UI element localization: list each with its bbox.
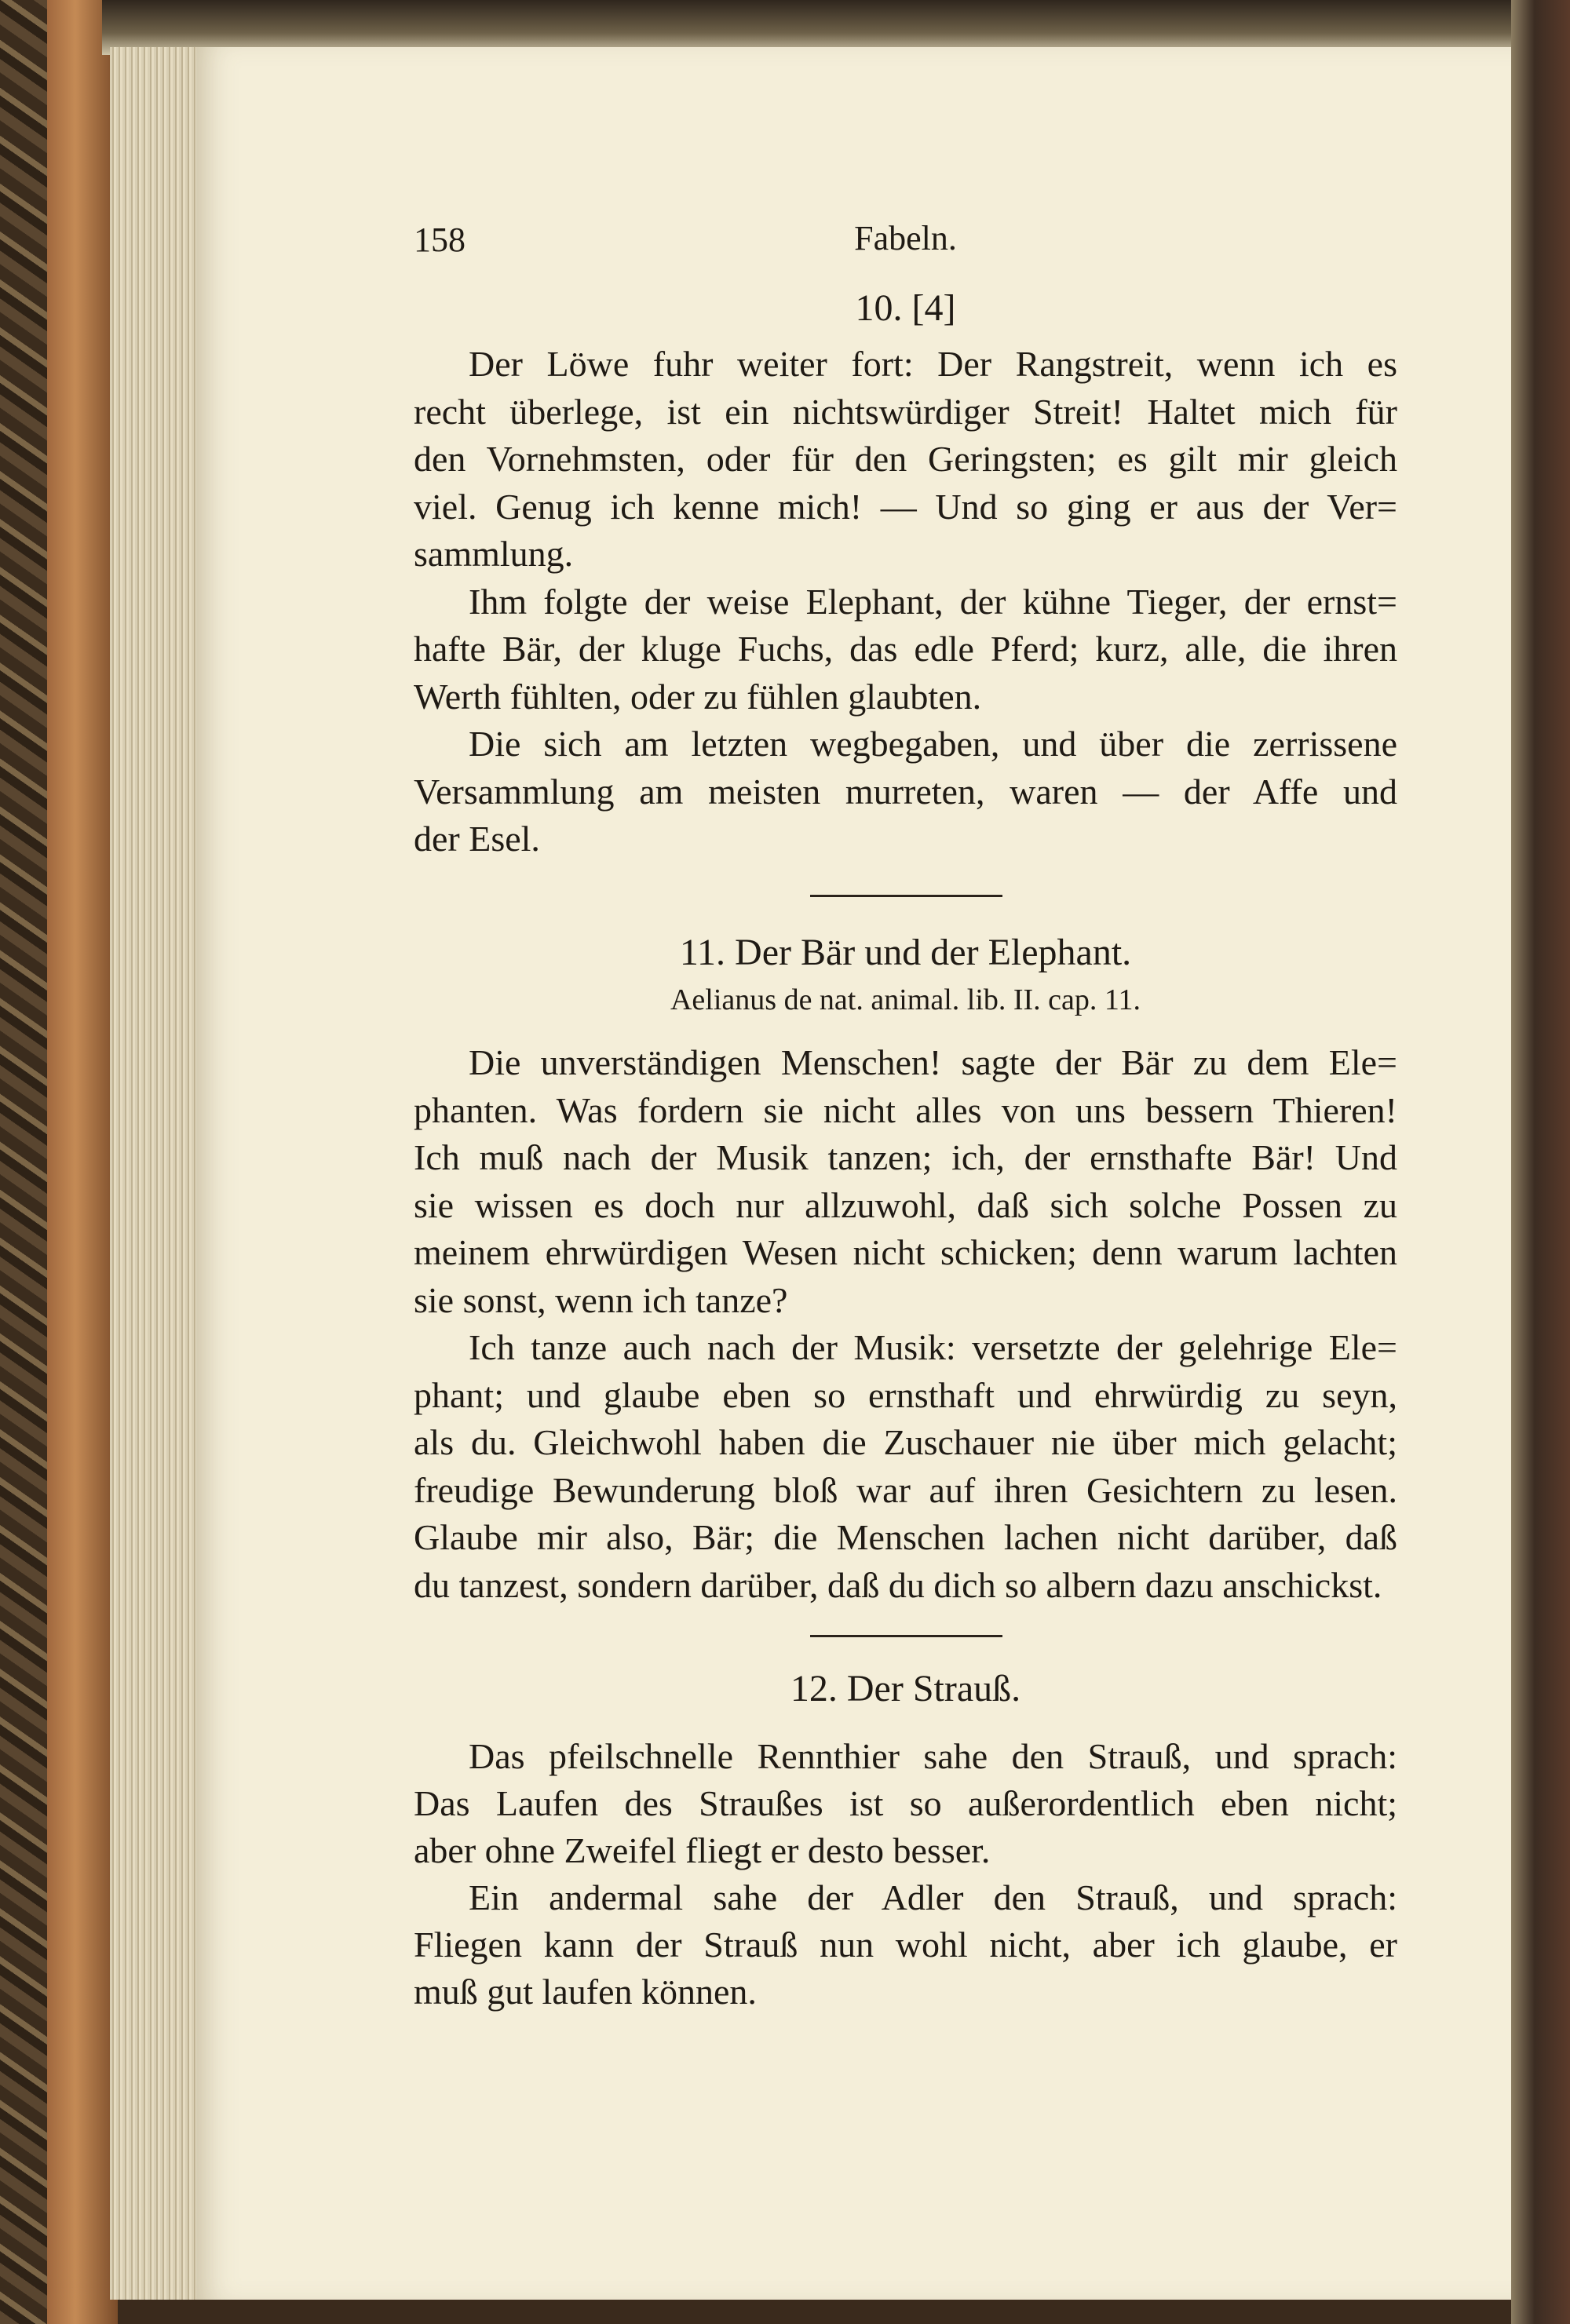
page-number: 158 — [414, 221, 466, 259]
text-line: sie sonst, wenn ich tanze? — [414, 1279, 788, 1320]
text-line: recht überlege, ist ein nichtswürdiger Streit! Haltet mich für — [414, 391, 1397, 432]
text-line: Ich tanze auch nach der Musik: versetzte der gelehrige Ele= — [469, 1327, 1397, 1367]
text-line: Werth fühlten, oder zu fühlen glaubten. — [414, 676, 982, 717]
text-line: Die sich am letzten wegbegaben, und über die zerrissene — [469, 724, 1397, 764]
text-line: Der Löwe fuhr weiter fort: Der Rangstreit, wenn ich es — [469, 344, 1397, 384]
text-line: muß gut laufen können. — [414, 1972, 757, 2012]
text-line: freudige Bewunderung bloß war auf ihren Gesichtern zu lesen. — [414, 1469, 1397, 1510]
text-line: aber ohne Zweifel fliegt er desto besser. — [414, 1830, 991, 1870]
book-right-edge — [1511, 0, 1570, 2324]
text-line: phanten. Was fordern sie nicht alles von uns bessern Thieren! — [414, 1089, 1397, 1130]
text-line: den Vornehmsten, oder für den Geringsten; es gilt mir gleich — [414, 439, 1397, 479]
text-line: Fliegen kann der Strauß nun wohl nicht, aber ich glaube, er — [414, 1925, 1397, 1965]
text-line: meinem ehrwürdigen Wesen nicht schicken; denn warum lachten — [414, 1232, 1397, 1272]
text-line: als du. Gleichwohl haben die Zuschauer nie über mich gelacht; — [414, 1422, 1397, 1462]
fable-12-title: 12. Der Strauß. — [790, 1668, 1021, 1709]
text-line: viel. Genug ich kenne mich! — Und so ging er aus der Ver= — [414, 486, 1397, 527]
section-divider — [810, 1635, 1002, 1637]
fable-11-title: 11. Der Bär und der Elephant. — [679, 932, 1132, 973]
text-line: Versammlung am meisten murreten, waren — der Affe und — [414, 771, 1397, 812]
text-line: Die unverständigen Menschen! sagte der Bär zu dem Ele= — [469, 1042, 1397, 1082]
text-line: Ein andermal sahe der Adler den Strauß, und sprach: — [469, 1877, 1397, 1917]
text-line: du tanzest, sondern darüber, daß du dich so albern dazu anschickst. — [414, 1564, 1382, 1605]
text-line: der Esel. — [414, 819, 540, 859]
text-line: sammlung. — [414, 534, 574, 574]
text-line: Das Laufen des Straußes ist so außerordentlich eben nicht; — [414, 1783, 1397, 1823]
text-line: Ihm folgte der weise Elephant, der kühne Tieger, der ernst= — [469, 581, 1397, 622]
text-line: Glaube mir also, Bär; die Menschen lachen nicht darüber, daß — [414, 1517, 1397, 1557]
fable-11-source: Aelianus de nat. animal. lib. II. cap. 11. — [670, 983, 1141, 1016]
fable-10-title: 10. [4] — [855, 287, 956, 329]
book-spine-edge — [47, 0, 118, 2324]
text-line: hafte Bär, der kluge Fuchs, das edle Pferd; kurz, alle, die ihren — [414, 629, 1397, 669]
text-line: sie wissen es doch nur allzuwohl, daß sich solche Possen zu — [414, 1184, 1397, 1225]
text-line: Das pfeilschnelle Rennthier sahe den Strauß, und sprach: — [469, 1736, 1397, 1776]
page-edges — [110, 47, 204, 2300]
text-line: phant; und glaube eben so ernsthaft und ehrwürdig zu seyn, — [414, 1374, 1397, 1415]
text-line: Ich muß nach der Musik tanzen; ich, der ernsthafte Bär! Und — [414, 1137, 1397, 1177]
running-title: Fabeln. — [854, 219, 957, 257]
page-text — [414, 0, 1397, 2324]
section-divider — [810, 895, 1002, 897]
